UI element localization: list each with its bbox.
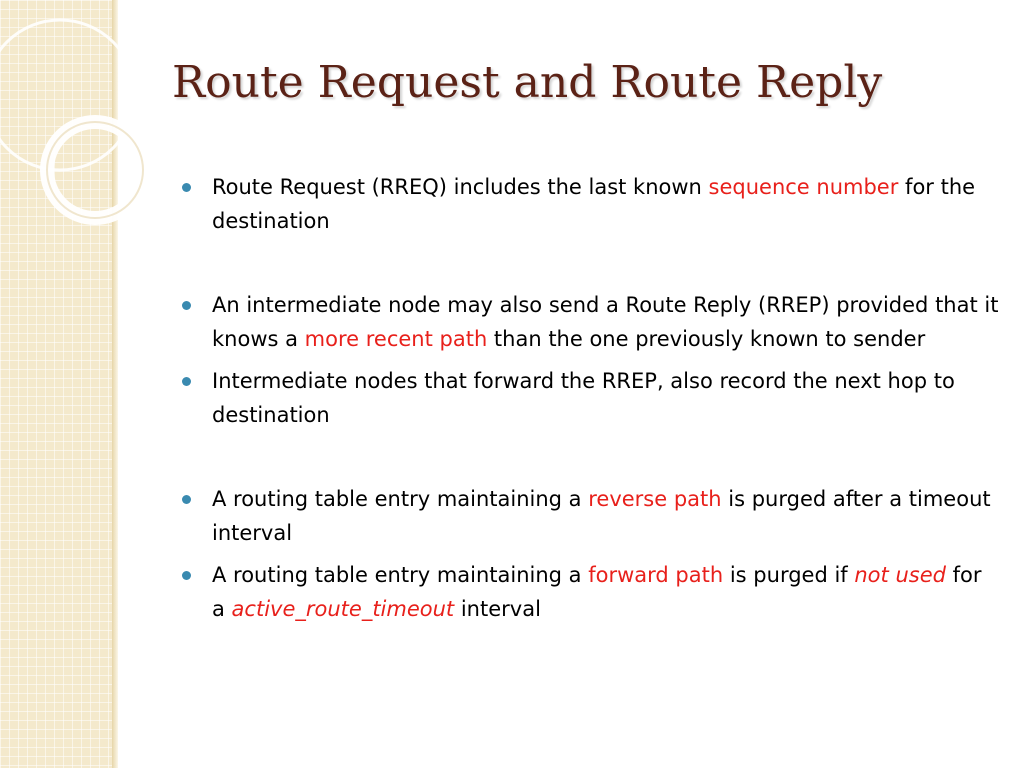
list-item [180,558,1000,626]
list-item [180,482,1000,550]
bullet-icon [182,183,191,192]
bullet-text: Route Request (RREQ) includes the last known [212,175,709,199]
highlight-italic-text: not used [854,563,946,587]
bullet-text: is purged if [723,563,855,587]
highlight-italic-text: active_route_timeout [231,597,455,621]
list-item [180,364,1000,432]
bullet-text: A routing table entry maintaining a [212,487,589,511]
bullet-icon [182,571,191,580]
slide-title: Route Request and Route Reply [172,57,883,108]
bullet-text: An intermediate node may also send a Route Reply (RREP) provided that it knows a [212,293,999,351]
bullet-icon [182,301,191,310]
bullet-text: than the one previously known to sender [487,327,926,351]
bullet-text: Intermediate nodes that forward the RREP, also record the next hop to destination [212,369,955,427]
bullet-text: interval [454,597,541,621]
bullet-icon [182,495,191,504]
bullet-text: for a [212,563,982,621]
bullet-text: for the destination [212,175,976,233]
highlight-text: sequence number [708,175,899,199]
highlight-text: forward path [588,563,724,587]
bullet-list [180,170,1000,626]
list-item [180,288,1000,356]
highlight-text: more recent path [304,327,488,351]
bullet-text: is purged after a timeout interval [212,487,991,545]
highlight-text: reverse path [588,487,722,511]
list-item [180,170,1000,238]
bullet-icon [182,377,191,386]
decorative-rings [0,0,180,260]
bullet-text: A routing table entry maintaining a [212,563,589,587]
